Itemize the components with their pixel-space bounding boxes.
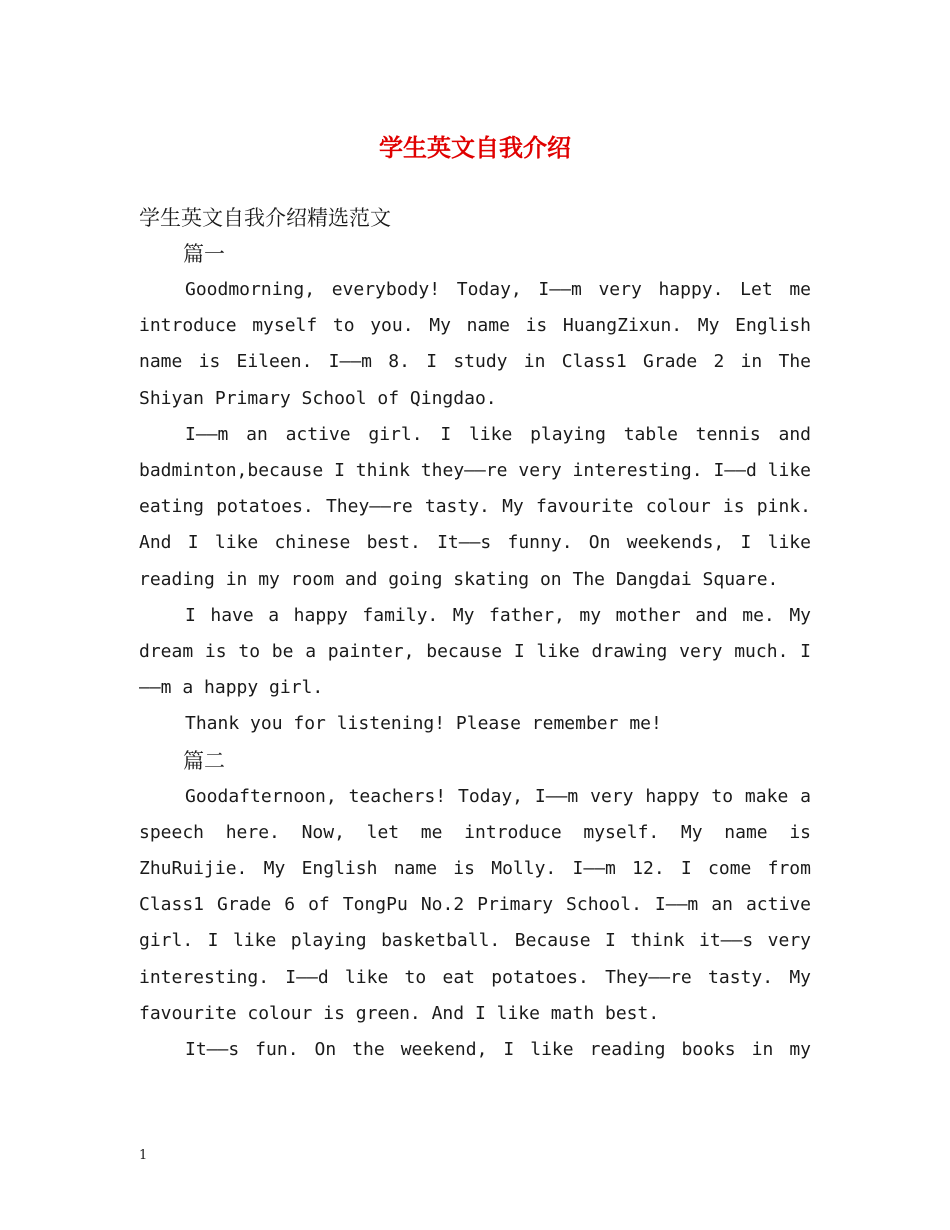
paragraph: I——m an active girl. I like playing table tennis and badminton,because I think they——re very interesting. I——d like eating potatoes. They——re tasty. My favourite colour is pink. And I like chinese best. It——s funny. On weekends, I like reading in my room and going skating on The Dangdai Square. — [139, 423, 822, 590]
section-heading-2: 篇二 — [183, 748, 225, 773]
paragraph: Goodafternoon, teachers! Today, I——m very happy to make a speech here. Now, let me introduce myself. My name is ZhuRuijie. My English name is Molly. I——m 12. I come from Class1 Grade 6 of TongPu No.2 Primary School. I——m an active girl. I like playing basketball. Because I think it——s very interesting. I——d like to eat potatoes. They——re tasty. My favourite colour is green. And I like math best. — [139, 785, 822, 1024]
page-number: 1 — [139, 1148, 148, 1163]
paragraph: I have a happy family. My father, my mother and me. My dream is to be a painter, because I like drawing very much. I ——m a happy girl. — [139, 604, 822, 699]
paragraph: Goodmorning, everybody! Today, I——m very happy. Let me introduce myself to you. My name is HuangZixun. My English name is Eileen. I——m 8. I study in Class1 Grade 2 in The Shiyan Primary School of Qingdao. — [139, 279, 822, 409]
document-body — [139, 200, 822, 1068]
document-title: 学生英文自我介绍 — [379, 134, 571, 162]
paragraph: Thank you for listening! Please remember me! — [185, 713, 662, 735]
paragraph: It——s fun. On the weekend, I like reading books in my — [185, 1039, 811, 1061]
document-subtitle: 学生英文自我介绍精选范文 — [139, 206, 391, 230]
section-heading-1: 篇一 — [183, 242, 225, 266]
